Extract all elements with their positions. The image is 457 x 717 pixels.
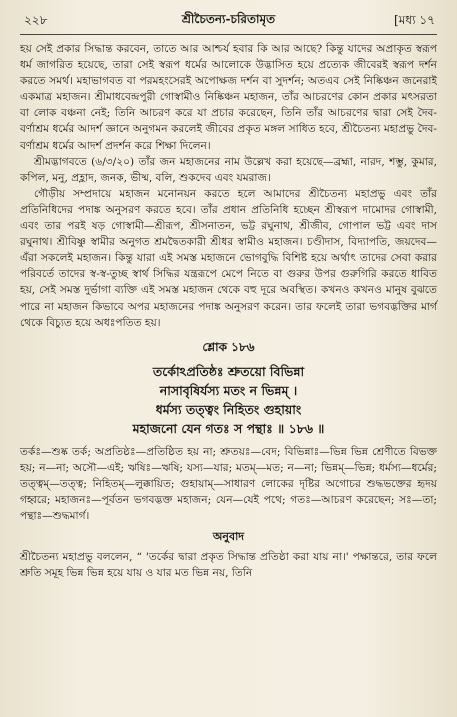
verse-line: মহাজনো যেন গতঃ স পন্থাঃ ॥ ১৮৬ ॥ <box>132 420 325 436</box>
page-header <box>20 10 437 32</box>
paragraph-1: হয় সেই প্রকার সিদ্ধান্ত করবেন, তাতে আর আশ্চর্য হবার কি আর আছে? কিন্তু যাদের অপ্রাকৃত স্বরূপ ধর্ম জাগরিত হয়েছে, তারা সেই স্বরূপ ধর্মের আলোকে উদ্ভাসিত হয়ে প্রত্যেক জীবেরই স্বরূপ দর্শন করতে সমর্থ। মহাভাগবত বা পরমহংসেরই অপোক্ষজ দর্শন বা সুদর্শন; অতএব সেই নিষ্কিঞ্চন জনেরাই একমাত্র মহাজন। শ্রীমাধবেন্দ্রপুরী গোস্বামীও নিষ্কিঞ্চন মহাজন, তাঁর আচরণের কোন প্রকার মৎসরতা বা লোক বঞ্চনা নেই; তিনি আচরণ করে যা প্রচার করেছেন, তিনি তাঁর আচরণের দ্বারা সেই দৈব-বর্ণাশ্রম ধর্মের আদর্শ জ্ঞানে অনুগমন করলেই জীবের প্রকৃত মঙ্গল সাধিত হবে, শ্রীচৈতন্য মহাপ্রভু দৈব-বর্ণাশ্রম ধর্মের আদর্শ প্রদর্শন করে শিক্ষা দিলেন। <box>20 43 437 152</box>
verse-text <box>20 362 437 438</box>
verse-line: ধর্মস্য তত্ত্বং নিহিতং গুহায়াং <box>155 401 302 417</box>
word-meanings: তর্কঃ—শুষ্ক তর্ক; অপ্রতিষ্ঠঃ—প্রতিষ্ঠিত হয় না; শ্রুতয়ঃ—বেদ; বিভিন্নাঃ—ভিন্ন ভিন্ন শ্রেণীতে বিভক্ত হয়; ন—না; অসৌ—এই; ঋষিঃ—ঋষি; যস্য—যার; মতম্—মত; ন—না; ভিন্নম্—ভিন্ন; ধর্মস্য—ধর্মের; তত্ত্বম্—তত্ত্ব; নিহিতম্—লুক্কায়িত; গুহায়াম্—সাধারণ লোকের দৃষ্টির অগোচর শুদ্ধভক্তের হৃদয় গহ্বরে; মহাজনঃ—পূর্বতন ভগবদ্ভক্ত মহাজন; যেন—যেই পথে; গতঃ—আচরণ করেছেন; সঃ—তা; পন্থাঃ—শুদ্ধমার্গ। <box>20 445 437 523</box>
running-title: শ্রীচৈতন্য-চরিতামৃত <box>181 12 276 26</box>
paragraph-3: গৌড়ীয় সম্প্রদায়ে মহাজন মনোনয়ন করতে হলে আমাদের শ্রীচৈতন্য মহাপ্রভু এবং তাঁর প্রতিনিধিদের পদাঙ্ক অনুসরণ করতে হবে। তাঁর প্রধান প্রতিনিধি হচ্ছেন শ্রীস্বরূপ দামোদর গোস্বামী, এবং তার পরই ষড় গোস্বামী—শ্রীরূপ, শ্রীসনাতন, ভট্ট রঘুনাথ, শ্রীজীব, গোপাল ভট্ট এবং দাস রঘুনাথ। শ্রীবিষ্ণু স্বামীর অনুগত শ্রমদ্বৈতকারী শ্রীধর স্বামীও মহাজন। চণ্ডীদাস, বিদ্যাপতি, জয়দেব—এঁরা সকলেই মহাজন। কিন্তু যারা এই সমস্ত মহাজনে ভোগবুদ্ধি বিশিষ্ট হয়ে অর্থাৎ তাদের সেবা করার পরিবর্তে তাদের স্ব-স্ব-তুচ্ছ স্বার্থ সিদ্ধির যন্ত্ররূপে মেপে নিতে বা গুরুর উপর গুরুগিরি করতে ধাবিত হয়, সেই সমস্ত দুর্ভাগা ব্যক্তি এই সমস্ত মহাজন থেকে বহু দূরে অবস্থিত। কখনও কখনও মানুষ বুঝতে পারে না মহাজন কিভাবে অপর মহাজনের পদাঙ্ক অনুসরণ করেন। তার ফলেই তারা ভগবদ্ভক্তির মার্গ থেকে বিচ্যুত হয়ে অধঃপতিত হয়। <box>20 187 437 329</box>
verse-heading: শ্লোক ১৮৬ <box>202 339 255 354</box>
paragraph-2: শ্রীমদ্ভাগবতে (৬/৩/২০) তাঁর জন মহাজনের নাম উল্লেখ করা হয়েছে—ব্রহ্মা, নারদ, শম্ভু, কুমার, কপিল, মনু, প্রহ্লাদ, জনক, ভীষ্ম, বলি, শুকদেব এবং যমরাজ। <box>20 155 437 184</box>
chapter-marker: [মধ্য ১৭ <box>394 13 435 27</box>
page-number: ২২৮ <box>24 13 48 27</box>
translation-heading: অনুবাদ <box>212 530 245 544</box>
translation-text: শ্রীচৈতন্য মহাপ্রভু বললেন, “ 'তর্কের দ্বারা প্রকৃত সিদ্ধান্ত প্রতিষ্ঠা করা যায় না।' পক্ষান্তরে, তার ফলে শ্রুতি সমূহ ভিন্ন ভিন্ন হয়ে যায় ও যার মত ভিন্ন নয়, তিনি <box>20 551 437 580</box>
verse-line: তর্কোঽপ্রতিষ্ঠঃ শ্রুতয়ো বিভিন্না <box>152 363 305 379</box>
header-rule <box>20 34 437 35</box>
verse-line: নাসাবৃষির্যস্য মতং ন ভিন্নম্ । <box>159 382 298 398</box>
